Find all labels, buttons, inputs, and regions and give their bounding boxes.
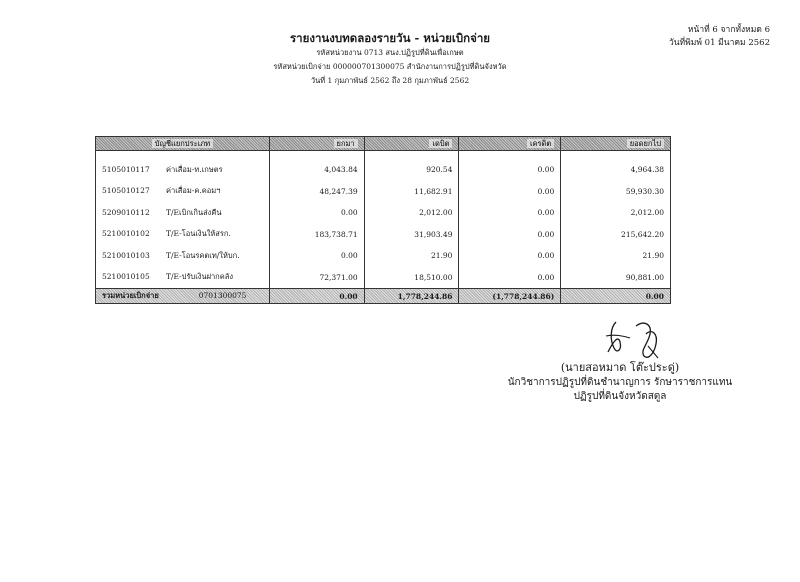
carried-forward-cell: 215,642.20 (561, 224, 671, 246)
account-cell (96, 245, 270, 267)
total-credit: (1,778,244.86) (459, 289, 561, 304)
account-code: 5209010112 (102, 207, 150, 217)
carried-forward-cell: 21.90 (561, 245, 671, 267)
total-brought-forward: 0.00 (269, 289, 364, 304)
handwritten-signature (560, 314, 740, 364)
table-row (96, 202, 671, 224)
account-cell (96, 267, 270, 289)
account-name: T/E-โอนรคตเท/ให้บก. (166, 250, 240, 260)
credit-cell: 0.00 (459, 151, 561, 181)
total-unit-code: 0701300075 (198, 291, 247, 300)
column-header-brought-forward: ยกมา (269, 137, 364, 151)
table-row (96, 245, 671, 267)
carried-forward-cell: 2,012.00 (561, 202, 671, 224)
brought-forward-cell: 48,247.39 (269, 181, 364, 203)
table-row (96, 224, 671, 246)
credit-cell: 0.00 (459, 245, 561, 267)
signer-office: ปฏิรูปที่ดินจังหวัดสตูล (573, 391, 667, 402)
account-name: T/E-ปรับเงินฝากคลัง (166, 272, 234, 282)
carried-forward-cell: 4,964.38 (561, 151, 671, 181)
page-info (630, 24, 770, 50)
column-header-account: บัญชีแยกประเภท (96, 137, 270, 151)
account-name: T/Eเบิกเกินส่งคืน (166, 207, 222, 217)
report-title: รายงานงบทดลองรายวัน - หน่วยเบิกจ่าย (289, 31, 491, 45)
total-label-cell (96, 289, 270, 304)
account-cell (96, 181, 270, 203)
debit-cell: 31,903.49 (364, 224, 459, 246)
brought-forward-cell: 4,043.84 (269, 151, 364, 181)
brought-forward-cell: 183,738.71 (269, 224, 364, 246)
debit-cell: 11,682.91 (364, 181, 459, 203)
brought-forward-cell: 0.00 (269, 202, 364, 224)
brought-forward-cell: 0.00 (269, 245, 364, 267)
credit-cell: 0.00 (459, 267, 561, 289)
total-debit: 1,778,244.86 (364, 289, 459, 304)
credit-cell: 0.00 (459, 202, 561, 224)
carried-forward-cell: 59,930.30 (561, 181, 671, 203)
signer-name: (นายสอหมาด โต๊ะประดู่) (560, 361, 680, 374)
credit-cell: 0.00 (459, 224, 561, 246)
credit-cell: 0.00 (459, 181, 561, 203)
account-cell (96, 151, 270, 181)
account-cell (96, 202, 270, 224)
table-header-row (96, 137, 671, 151)
column-header-carried-forward: ยอดยกไป (561, 137, 671, 151)
carried-forward-cell: 90,881.00 (561, 267, 671, 289)
table-row (96, 181, 671, 203)
account-cell (96, 224, 270, 246)
column-header-credit: เครดิต (459, 137, 561, 151)
brought-forward-cell: 72,371.00 (269, 267, 364, 289)
account-name: ค่าเสื่อม-ค.คอมฯ (166, 186, 221, 196)
period-line: วันที่ 1 กุมภาพันธ์ 2562 ถึง 28 กุมภาพันธ์ 2562 (310, 76, 470, 85)
account-code: 5105010127 (102, 186, 150, 196)
report-header (220, 30, 560, 88)
account-name: ค่าเสื่อม-ท.เกษตร (166, 164, 223, 174)
agency-line: รหัสหน่วยงาน 0713 สนง.ปฏิรูปที่ดินเพื่อเกษต (316, 48, 464, 57)
debit-cell: 2,012.00 (364, 202, 459, 224)
account-code: 5105010117 (102, 164, 150, 174)
print-date: วันที่พิมพ์ 01 มีนาคม 2562 (668, 38, 770, 48)
disbursement-unit-line: รหัสหน่วยเบิกจ่าย 000000701300075 สำนักงานการปฏิรูปที่ดินจังหวัด (273, 62, 507, 71)
debit-cell: 21.90 (364, 245, 459, 267)
account-name: T/E-โอนเงินให้สรก. (166, 229, 231, 239)
signer-block (500, 360, 740, 404)
account-code: 5210010105 (102, 272, 150, 282)
account-code: 5210010102 (102, 229, 150, 239)
total-row (96, 289, 671, 304)
debit-cell: 18,510.00 (364, 267, 459, 289)
debit-cell: 920.54 (364, 151, 459, 181)
trial-balance-table (95, 136, 671, 304)
total-label: รวมหน่วยเบิกจ่าย (102, 291, 159, 300)
table-row (96, 267, 671, 289)
column-header-debit: เดบิต (364, 137, 459, 151)
signer-position: นักวิชาการปฏิรูปที่ดินชำนาญการ รักษาราชการแทน (507, 377, 733, 388)
account-code: 5210010103 (102, 250, 150, 260)
page-number: หน้าที่ 6 จากทั้งหมด 6 (687, 25, 770, 35)
table-row (96, 151, 671, 181)
total-carried-forward: 0.00 (561, 289, 671, 304)
